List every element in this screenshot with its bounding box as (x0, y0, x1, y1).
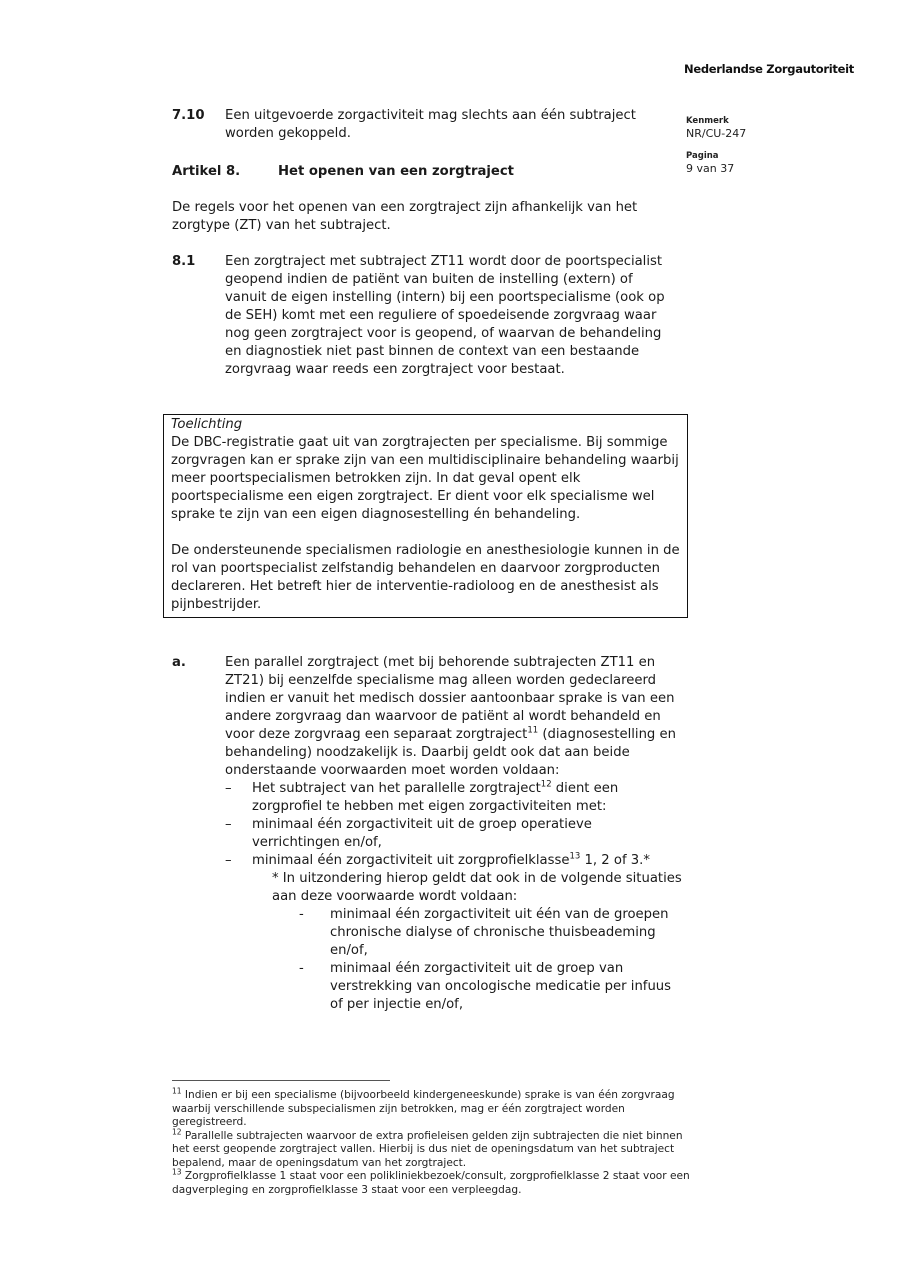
exception-list (225, 906, 682, 1014)
exception-item-text: minimaal één zorgactiviteit uit één van de groepen chronische dialyse of chronische thuisbeademing en/of, (330, 907, 669, 958)
section-text: Een uitgevoerde zorgactiviteit mag slechts aan één subtraject worden gekoppeld. (225, 108, 636, 141)
item-a-row (172, 654, 682, 1014)
condition-text-part: Het subtraject van het parallelle zorgtraject (252, 781, 541, 796)
section-number: 7.10 (172, 108, 205, 123)
exception-note: * In uitzondering hierop geldt dat ook in de volgende situaties aan deze voorwaarde wordt voldaan: (272, 871, 682, 904)
footnote-text: Zorgprofielklasse 1 staat voor een polikliniekbezoek/consult, zorgprofielklasse 2 staat voor een dagverpleging en zorgprofielklasse 3 staat voor een verpleegdag. (172, 1170, 690, 1196)
kenmerk-label: Kenmerk (686, 116, 729, 126)
item-a-body (225, 654, 682, 1014)
footnote-11 (172, 1086, 692, 1130)
condition-text (252, 852, 650, 870)
toelichting-box (163, 414, 688, 618)
article-title: Het openen van een zorgtraject (278, 164, 514, 179)
footnote-13 (172, 1167, 692, 1197)
section-number: 8.1 (172, 254, 196, 269)
article-number: Artikel 8. (172, 164, 241, 179)
condition-text-part: dient een zorgprofiel te hebben met eigen zorgactiviteiten met: (252, 781, 619, 814)
pagina-value: 9 van 37 (686, 162, 735, 175)
toelichting-paragraph-2: De ondersteunende specialismen radiologie en anesthesiologie kunnen in de rol van poortspecialist zelfstandig behandelen en daarvoor zorgproducten declareren. Het betreft hier de interventie-radioloog en de anesthesist als pijnbestrijder. (171, 543, 680, 612)
kenmerk-block (686, 116, 746, 140)
kenmerk-value: NR/CU-247 (686, 127, 747, 140)
footnote-ref[interactable]: 11 (527, 725, 539, 736)
footnote-ref[interactable]: 13 (569, 851, 581, 862)
footnote-number: 11 (172, 1086, 182, 1096)
intro-paragraph: De regels voor het openen van een zorgtraject zijn afhankelijk van het zorgtype (ZT) van het subtraject. (172, 200, 638, 233)
paragraph-spacer (171, 524, 680, 542)
condition-text-part: 1, 2 of 3.* (580, 853, 650, 868)
dash-bullet: - (299, 961, 304, 976)
list-item (225, 852, 682, 870)
exception-item-text: minimaal één zorgactiviteit uit de groep van verstrekking van oncologische medicatie per infuus of per injectie en/of, (330, 961, 672, 1012)
list-item (299, 906, 682, 960)
list-item (299, 960, 682, 1014)
footnote-number: 12 (172, 1126, 182, 1136)
dash-bullet: – (225, 817, 232, 832)
item-a-text-cont: (diagnosestelling en behandeling) noodzakelijk is. Daarbij geldt ook dat aan beide onderstaande voorwaarden moet worden voldaan: (225, 727, 676, 778)
footnote-text: Indien er bij een specialisme (bijvoorbeeld kindergeneeskunde) sprake is van één zorgvraag waarbij verschillende subspecialismen zijn betrokken, mag er één zorgtraject worden geregistreerd. (172, 1089, 675, 1128)
article-heading (172, 163, 672, 181)
footnotes (172, 1086, 692, 1197)
main-content (172, 107, 672, 379)
footnote-12 (172, 1126, 692, 1171)
toelichting-title: Toelichting (171, 417, 243, 432)
item-a-text: Een parallel zorgtraject (met bij behorende subtrajecten ZT11 en ZT21) bij eenzelfde specialisme mag alleen worden gedeclareerd indien er vanuit het medisch dossier aantoonbaar sprake is van een andere zorgvraag dan waarvoor de patiënt al wordt behandeld en voor deze zorgvraag een separaat zorgtraject (225, 655, 675, 742)
item-label: a. (172, 655, 186, 670)
dash-bullet: - (299, 907, 304, 922)
section-7-10 (172, 107, 672, 143)
condition-text (252, 780, 682, 816)
organization-name: Nederlandse Zorgautoriteit (684, 62, 854, 76)
list-item (225, 780, 682, 816)
footnote-separator (172, 1080, 390, 1081)
section-8-1 (172, 253, 672, 379)
toelichting-paragraph-1: De DBC-registratie gaat uit van zorgtrajecten per specialisme. Bij sommige zorgvragen kan er sprake zijn van een multidisciplinaire behandeling waarbij meer poortspecialismen betrokken zijn. In dat geval opent elk poortspecialisme een eigen zorgtraject. Er dient voor elk specialisme wel sprake te zijn van een eigen diagnosestelling én behandeling. (171, 435, 679, 522)
footnote-text: Parallelle subtrajecten waarvoor de extra profieleisen gelden zijn subtrajecten die niet binnen het eerst geopende zorgtraject vallen. Hierbij is dus niet de openingsdatum van het subtraject bepalend, maar de openingsdatum van het zorgtraject. (172, 1129, 683, 1169)
item-a (172, 654, 682, 1014)
dash-bullet: – (225, 781, 232, 796)
list-item (225, 816, 682, 852)
section-text: Een zorgtraject met subtraject ZT11 wordt door de poortspecialist geopend indien de patiënt van buiten de instelling (extern) of vanuit de eigen instelling (intern) bij een poortspecialisme (ook op de SEH) komt met een reguliere of spoedeisende zorgvraag waar nog geen zorgtraject voor is geopend, of waarvan de behandeling en diagnostiek niet past binnen de context van een bestaande zorgvraag waar reeds een zorgtraject voor bestaat. (225, 254, 665, 377)
pagina-label: Pagina (686, 151, 719, 161)
pagina-block (686, 151, 734, 175)
footnote-number: 13 (172, 1167, 182, 1177)
condition-text-part: minimaal één zorgactiviteit uit zorgprofielklasse (252, 853, 570, 868)
dash-bullet: – (225, 853, 232, 868)
conditions-list (225, 780, 682, 870)
condition-text: minimaal één zorgactiviteit uit de groep operatieve verrichtingen en/of, (252, 817, 592, 850)
footnote-ref[interactable]: 12 (540, 779, 552, 790)
